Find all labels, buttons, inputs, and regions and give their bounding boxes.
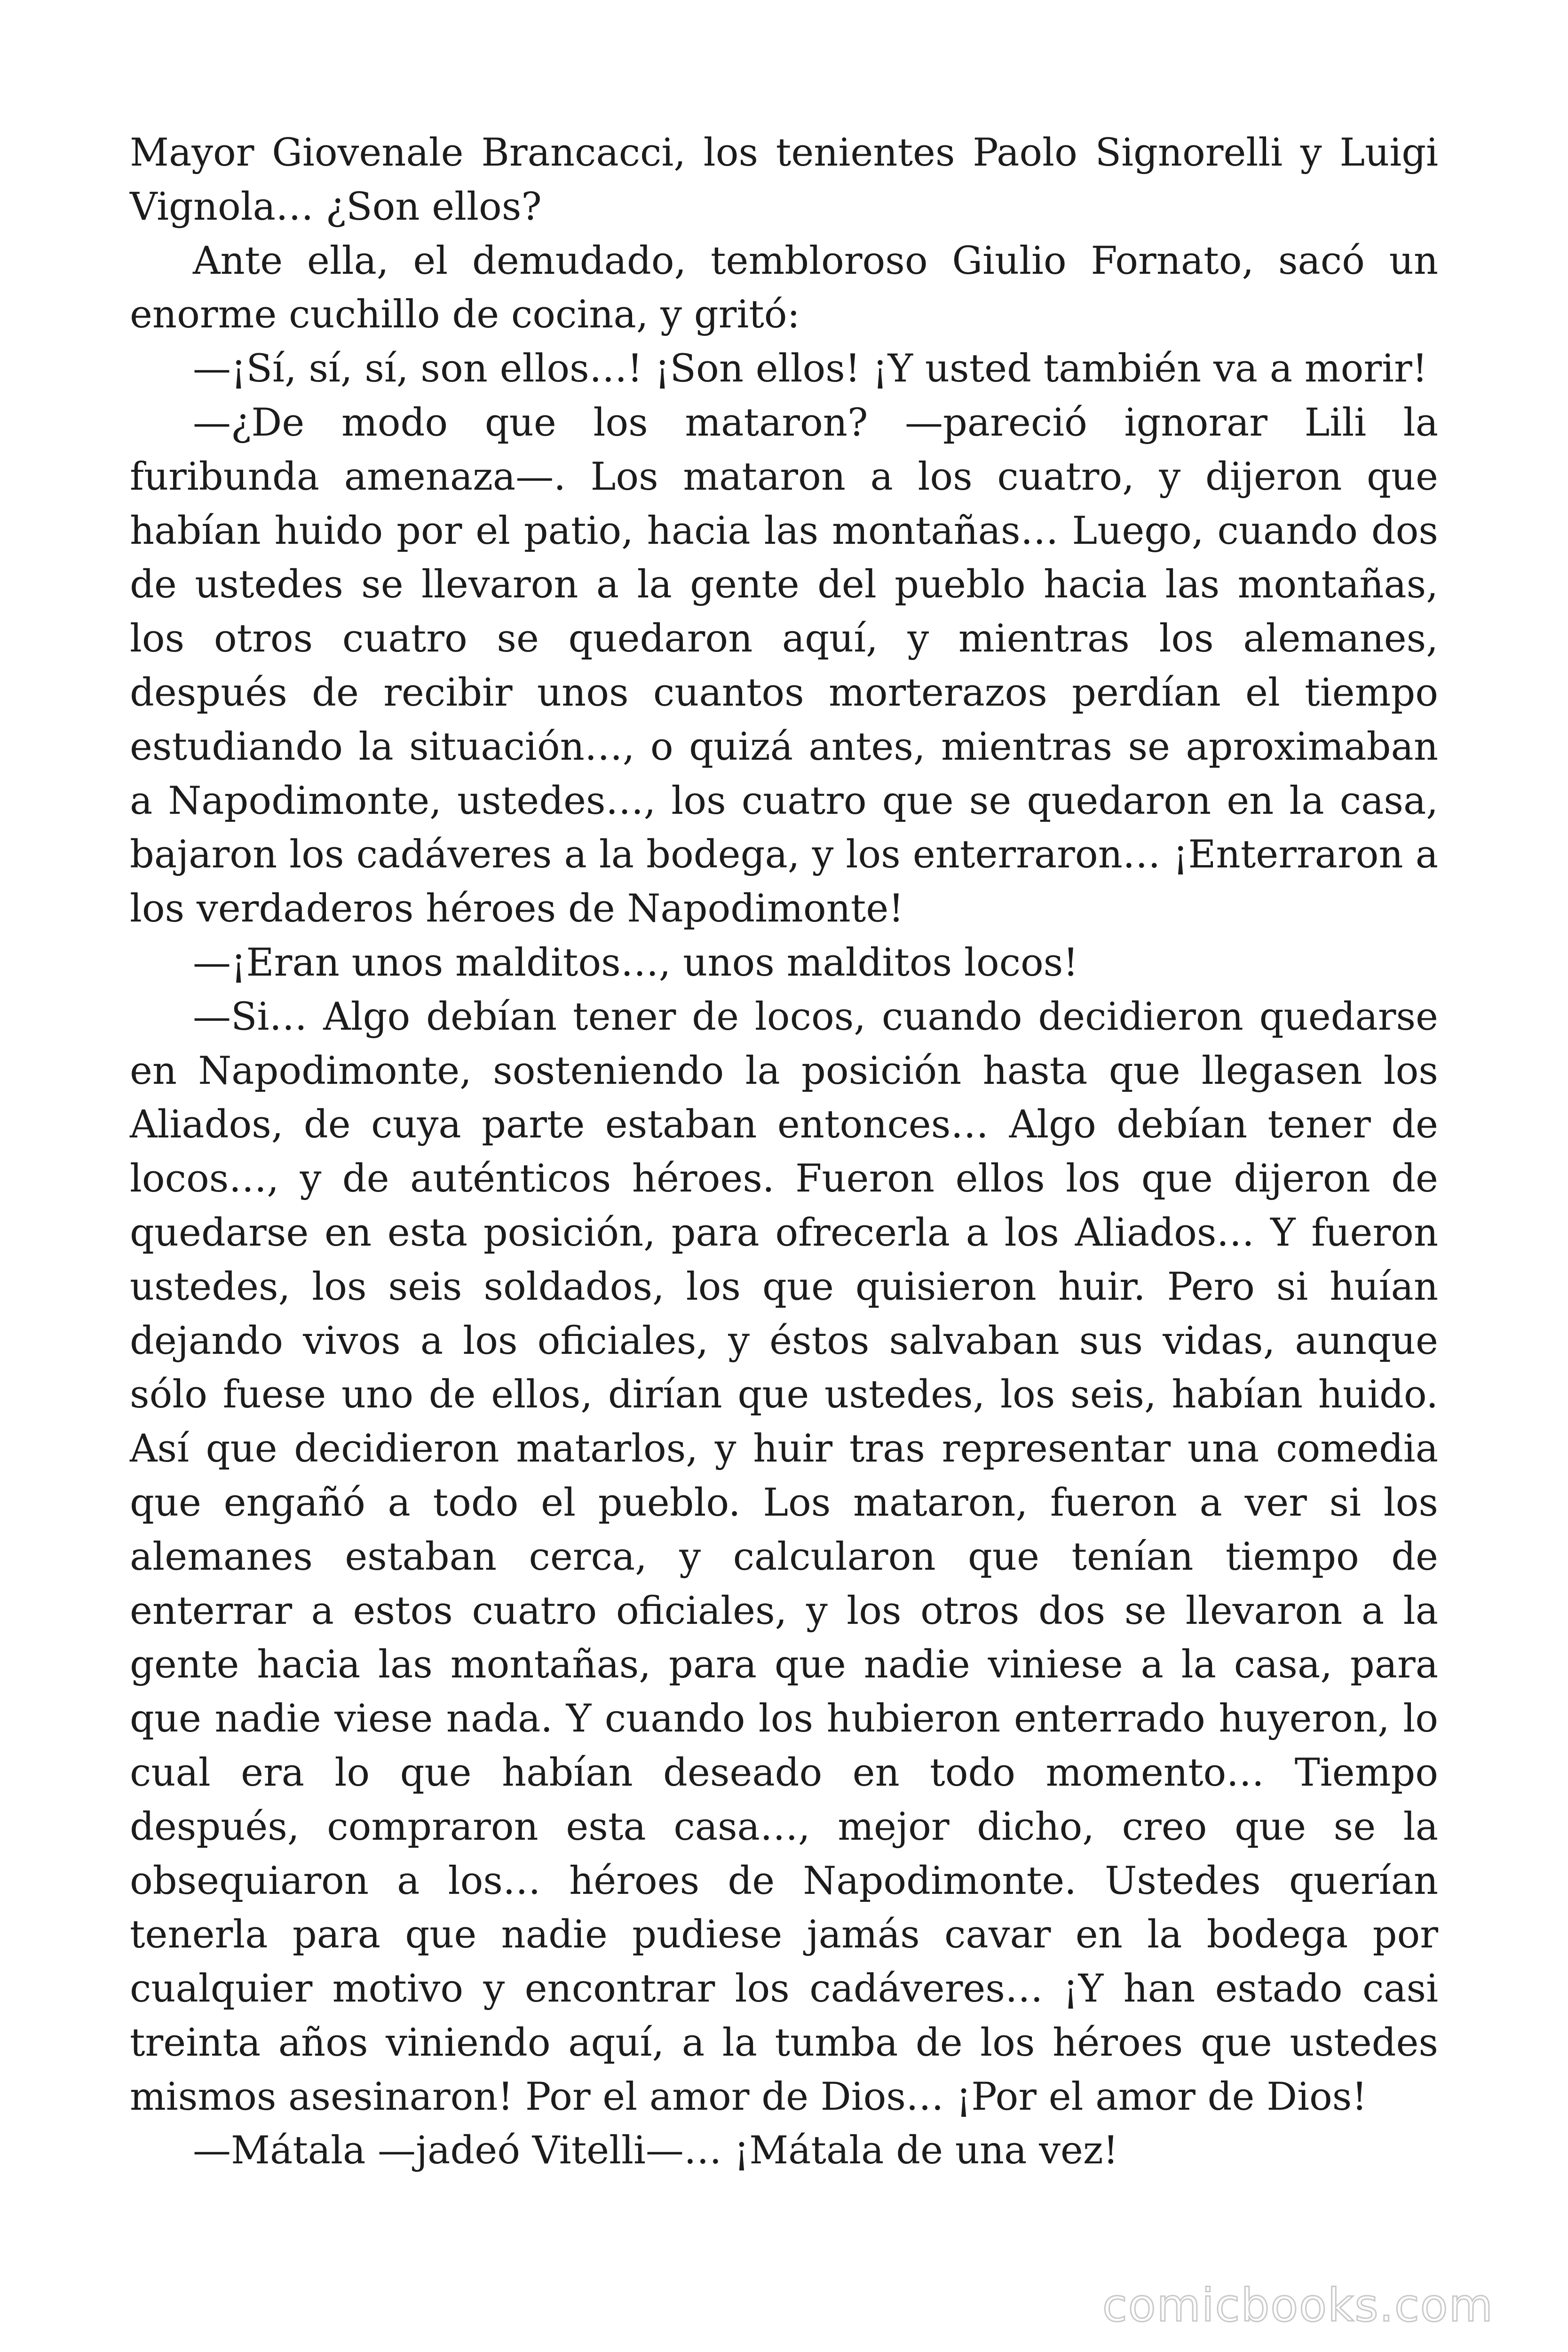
watermark: comicbooks.com — [1102, 2279, 1494, 2332]
paragraph: Ante ella, el demudado, tembloroso Giulio Fornato, sacó un enorme cuchillo de cocina, y gritó: — [130, 238, 1438, 337]
dialogue-line: —¿De modo que los mataron? —pareció ignorar Lili la furibunda amenaza—. Los mataron a los cuatro, y dijeron que habían huido por el patio, hacia las montañas… Luego, cuando dos de ustedes se llevaron a la gente del pueblo hacia las montañas, los otros cuatro se quedaron aquí, y mientras los alemanes, después de recibir unos cuantos morterazos perdían el tiempo estudiando la situación…, o quizá antes, mientras se aproximaban a Napodimonte, ustedes…, los cuatro que se quedaron en la casa, bajaron los cadáveres a la bodega, y los enterraron… ¡Enterraron a los verdaderos héroes de Napodimonte! — [130, 400, 1438, 931]
body-text — [130, 126, 1438, 2178]
dialogue-line: —Mátala —jadeó Vitelli—… ¡Mátala de una vez! — [193, 2129, 1119, 2173]
dialogue-line: —¡Eran unos malditos…, unos malditos locos! — [193, 940, 1078, 985]
dialogue-line: —Si… Algo debían tener de locos, cuando decidieron quedarse en Napodimonte, sosteniendo la posición hasta que llegasen los Aliados, de cuya parte estaban entonces… Algo debían tener de locos…, y de auténticos héroes. Fueron ellos los que dijeron de quedarse en esta posición, para ofrecerla a los Aliados… Y fueron ustedes, los seis soldados, los que quisieron huir. Pero si huían dejando vivos a los oficiales, y éstos salvaban sus vidas, aunque sólo fuese uno de ellos, dirían que ustedes, los seis, habían huido. Así que decidieron matarlos, y huir tras representar una comedia que engañó a todo el pueblo. Los mataron, fueron a ver si los alemanes estaban cerca, y calcularon que tenían tiempo de enterrar a estos cuatro oficiales, y los otros dos se llevaron a la gente hacia las montañas, para que nadie viniese a la casa, para que nadie viese nada. Y cuando los hubieron enterrado huyeron, lo cual era lo que habían deseado en todo momento… Tiempo después, compraron esta casa…, mejor dicho, creo que se la obsequiaron a los… héroes de Napodimonte. Ustedes querían tenerla para que nadie pudiese jamás cavar en la bodega por cualquier motivo y encontrar los cadáveres… ¡Y han estado casi treinta años viniendo aquí, a la tumba de los héroes que ustedes mismos asesinaron! Por el amor de Dios… ¡Por el amor de Dios! — [130, 994, 1438, 2119]
paragraph-continuation: Mayor Giovenale Brancacci, los tenientes Paolo Signorelli y Luigi Vignola… ¿Son ellos? — [130, 131, 1438, 229]
dialogue-line: —¡Sí, sí, sí, son ellos…! ¡Son ellos! ¡Y usted también va a morir! — [193, 347, 1428, 391]
